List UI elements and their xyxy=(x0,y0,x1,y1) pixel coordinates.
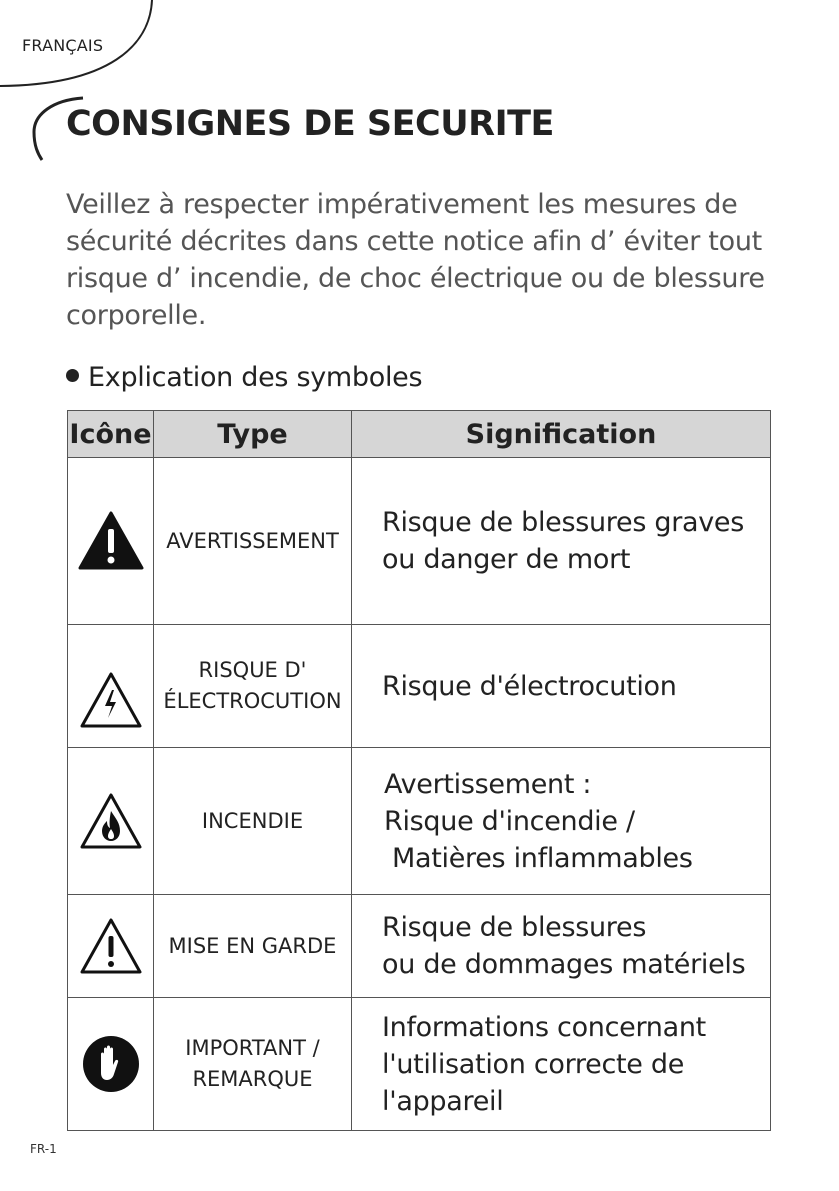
table-row xyxy=(68,748,771,895)
type-text: AVERTISSEMENT xyxy=(166,528,339,553)
type-cell xyxy=(154,895,352,998)
type-cell xyxy=(154,748,352,895)
meaning-text: Matières inflammables xyxy=(392,842,693,874)
section-heading xyxy=(66,362,422,393)
type-cell xyxy=(154,458,352,625)
table-row xyxy=(68,895,771,998)
meaning-text: ou danger de mort xyxy=(382,544,631,575)
table-header-row xyxy=(68,411,771,458)
bullet-icon xyxy=(66,369,79,382)
meaning-text: Risque de blessures xyxy=(382,912,647,943)
type-text: IMPORTANT / xyxy=(185,1036,320,1060)
warning-filled-icon xyxy=(78,511,144,571)
hand-stop-icon xyxy=(81,1034,141,1094)
meaning-cell xyxy=(352,895,771,998)
icon-cell xyxy=(68,458,154,625)
symbols-table xyxy=(67,410,771,1131)
meaning-cell xyxy=(352,998,771,1131)
icon-cell xyxy=(68,998,154,1131)
meaning-text: ou de dommages matériels xyxy=(382,949,746,980)
icon-cell xyxy=(68,748,154,895)
header-icon: Icône xyxy=(68,411,154,458)
caution-icon xyxy=(78,916,144,976)
meaning-text: l'appareil xyxy=(382,1085,504,1117)
header-meaning: Signification xyxy=(352,411,771,458)
meaning-text: Informations concernant xyxy=(382,1011,706,1043)
table-row xyxy=(68,625,771,748)
page-number: FR-1 xyxy=(30,1142,57,1156)
meaning-text: l'utilisation correcte de xyxy=(382,1048,685,1080)
icon-cell xyxy=(68,895,154,998)
table-row xyxy=(68,458,771,625)
fire-icon xyxy=(78,791,144,851)
type-cell xyxy=(154,998,352,1131)
table-row xyxy=(68,998,771,1131)
meaning-text: Avertissement : xyxy=(384,768,592,800)
meaning-cell xyxy=(352,748,771,895)
type-text: INCENDIE xyxy=(201,808,304,833)
intro-paragraph: Veillez à respecter impérativement les mesures de sécurité décrites dans cette notice afin d’ éviter tout risque d’ incendie, de choc électrique ou de blessure corporelle. xyxy=(66,189,765,331)
type-text: REMARQUE xyxy=(192,1067,313,1091)
type-text: RISQUE D' xyxy=(198,658,307,682)
type-text: ÉLECTROCUTION xyxy=(163,689,342,713)
electric-shock-icon xyxy=(78,670,144,730)
header-type: Type xyxy=(154,411,352,458)
meaning-text: Risque d'électrocution xyxy=(382,670,677,702)
section-heading-text: Explication des symboles xyxy=(88,362,423,393)
icon-cell xyxy=(68,625,154,748)
page-title: CONSIGNES DE SECURITE xyxy=(66,104,554,144)
meaning-cell xyxy=(352,625,771,748)
type-text: MISE EN GARDE xyxy=(168,933,337,958)
meaning-text: Risque de blessures graves xyxy=(382,507,745,538)
type-cell xyxy=(154,625,352,748)
language-label: FRANÇAIS xyxy=(22,36,104,55)
meaning-text: Risque d'incendie / xyxy=(384,805,635,837)
meaning-cell xyxy=(352,458,771,625)
